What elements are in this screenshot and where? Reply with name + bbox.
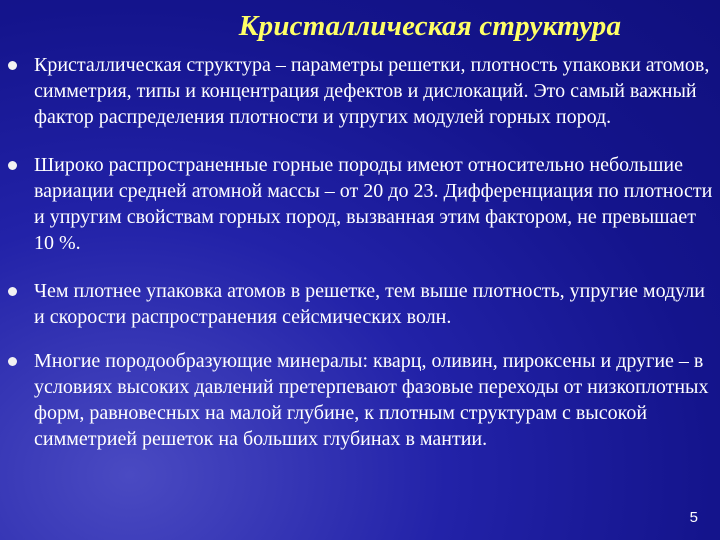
- bullet-dot-icon: [8, 61, 17, 70]
- bullet-list: [0, 52, 720, 452]
- bullet-text: Широко распространенные горные породы имеют относительно небольшие вариации средней атомной массы – от 20 до 23. Дифференциация по плотности и упругим свойствам горных пород, вызванная этим фактором, не превышает 10 %.: [34, 154, 713, 254]
- bullet-item: [0, 152, 720, 256]
- bullet-text: Кристаллическая структура – параметры решетки, плотность упаковки атомов, симметрия, типы и концентрация дефектов и дислокаций. Это самый важный фактор распределения плотности и упругих модулей горных пород.: [34, 54, 710, 128]
- bullet-dot-icon: [8, 161, 17, 170]
- bullet-text: Многие породообразующие минералы: кварц, оливин, пироксены и другие – в условиях высоких давлений претерпевают фазовые переходы от низкоплотных форм, равновесных на малой глубине, к плотным структурам с высокой симметрией решеток на больших глубинах в мантии.: [34, 350, 709, 450]
- slide-title: Кристаллическая структура: [238, 10, 622, 42]
- bullet-dot-icon: [8, 287, 17, 296]
- page-number: 5: [689, 509, 698, 526]
- bullet-item: [0, 278, 720, 330]
- bullet-item: [0, 348, 720, 452]
- bullet-text: Чем плотнее упаковка атомов в решетке, тем выше плотность, упругие модули и скорости распространения сейсмических волн.: [34, 280, 705, 328]
- bullet-dot-icon: [8, 357, 17, 366]
- bullet-item: [0, 52, 720, 130]
